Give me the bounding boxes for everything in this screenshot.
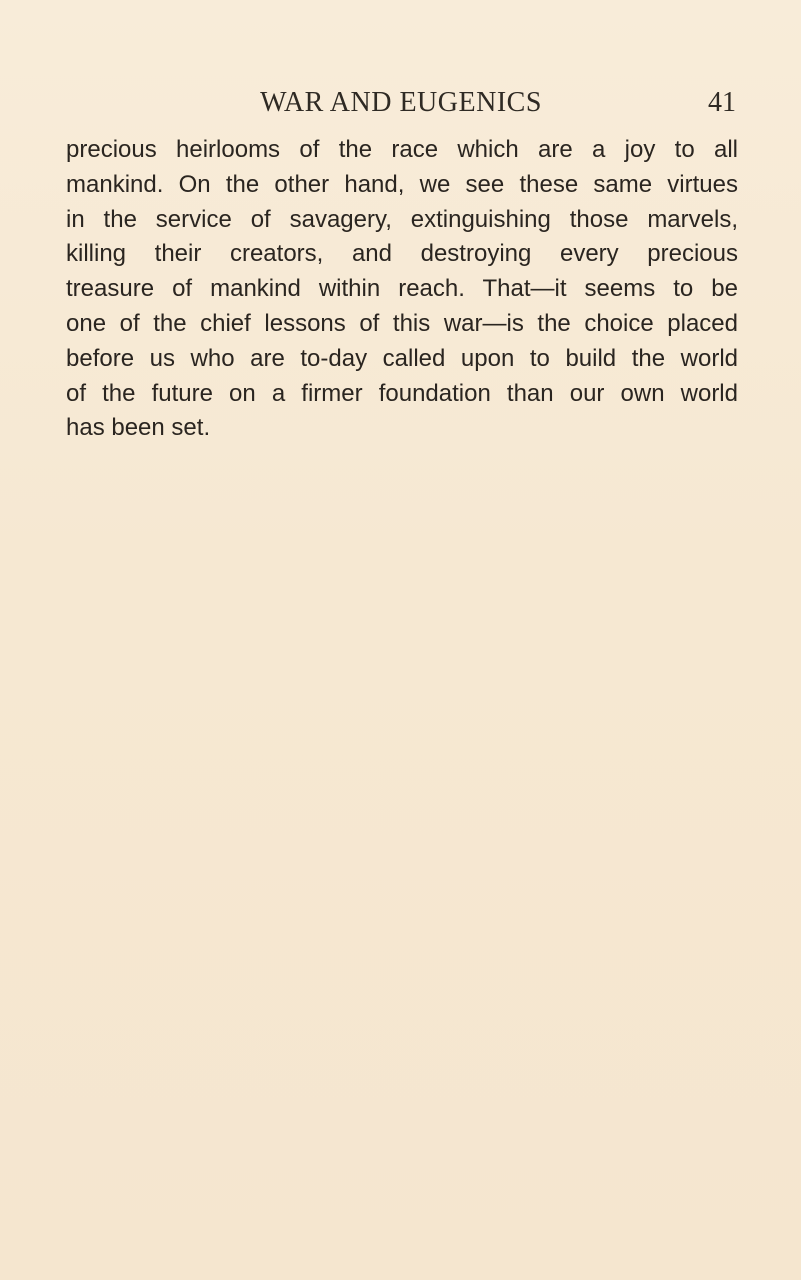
text-line: of the future on a firmer foundation than our own world (66, 379, 738, 407)
text-line: killing their creators, and destroying every precious (66, 240, 738, 268)
body-text (66, 133, 738, 446)
running-head (66, 86, 736, 120)
text-line: one of the chief lessons of this war—is the choice placed (66, 309, 738, 337)
page-number: 41 (708, 87, 736, 118)
text-line-last: has been set. (66, 414, 211, 442)
text-line: precious heirlooms of the race which are a joy to all (66, 136, 738, 163)
text-line: before us who are to-day called upon to build the world (66, 344, 738, 372)
text-line: mankind. On the other hand, we see these same virtues (66, 170, 738, 198)
text-line: treasure of mankind within reach. That—it seems to be (66, 275, 738, 303)
running-title: WAR AND EUGENICS (260, 87, 542, 118)
text-line: in the service of savagery, extinguishing those marvels, (66, 205, 738, 233)
